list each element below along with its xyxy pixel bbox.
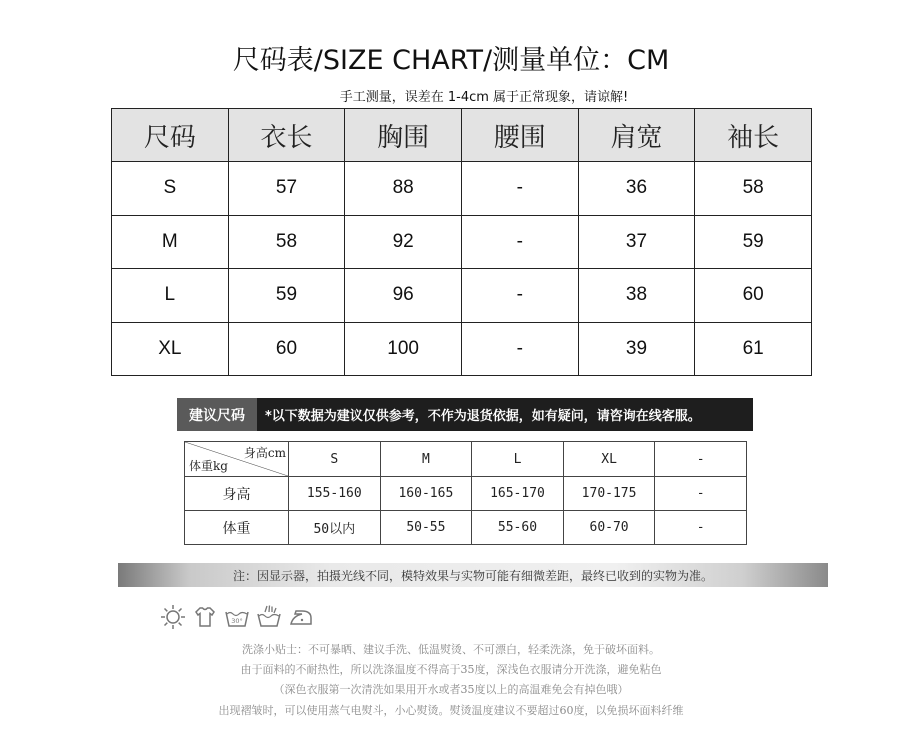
table-cell: 58 (695, 162, 812, 216)
column-header: M (380, 442, 472, 477)
table-row (185, 477, 747, 511)
table-row (112, 322, 812, 376)
table-cell: 92 (345, 215, 462, 269)
table-cell: 96 (345, 269, 462, 323)
care-tip-line: 洗涤小贴士：不可暴晒、建议手洗、低温熨烫、不可漂白，轻柔洗涤，免于破坏面料。 (242, 643, 660, 656)
table-cell: 170-175 (563, 477, 655, 511)
table-cell: 37 (578, 215, 695, 269)
table-cell: 61 (695, 322, 812, 376)
table-cell: 58 (228, 215, 345, 269)
table-cell: 36 (578, 162, 695, 216)
row-header: 体重 (185, 511, 289, 545)
table-cell: - (461, 322, 578, 376)
recommend-size-table (184, 441, 747, 545)
table-cell: 60 (228, 322, 345, 376)
height-axis-label: 身高cm (243, 446, 286, 460)
column-header: 尺码 (112, 109, 229, 162)
table-cell: 165-170 (472, 477, 564, 511)
table-cell: L (112, 269, 229, 323)
table-cell: 50以内 (289, 511, 381, 545)
table-cell: M (112, 215, 229, 269)
table-cell: - (655, 477, 747, 511)
column-header: 衣长 (228, 109, 345, 162)
row-header: 身高 (185, 477, 289, 511)
table-cell: 59 (695, 215, 812, 269)
hand-wash-icon (256, 604, 282, 630)
table-cell: 55-60 (472, 511, 564, 545)
table-cell: - (461, 215, 578, 269)
column-header: - (655, 442, 747, 477)
measurement-note: 手工测量，误差在 1-4cm 属于正常现象，请谅解! (339, 90, 629, 105)
table-cell: 59 (228, 269, 345, 323)
column-header: 腰围 (461, 109, 578, 162)
table-row (112, 269, 812, 323)
recommend-header-row (185, 442, 747, 477)
table-cell: - (461, 162, 578, 216)
size-chart-table (111, 108, 812, 376)
page-title: 尺码表/SIZE CHART/测量单位：CM (232, 45, 670, 76)
care-icons (160, 604, 314, 630)
table-cell: 57 (228, 162, 345, 216)
column-header: 袖长 (695, 109, 812, 162)
wash-30-icon (224, 604, 250, 630)
table-cell: 60-70 (563, 511, 655, 545)
table-cell: - (461, 269, 578, 323)
recommend-label: 建议尺码 (177, 398, 257, 431)
table-cell: S (112, 162, 229, 216)
table-cell: - (655, 511, 747, 545)
table-cell: 38 (578, 269, 695, 323)
column-header: 胸围 (345, 109, 462, 162)
table-cell: XL (112, 322, 229, 376)
table-row (112, 215, 812, 269)
column-header: XL (563, 442, 655, 477)
sun-icon (160, 604, 186, 630)
table-cell: 88 (345, 162, 462, 216)
table-cell: 100 (345, 322, 462, 376)
table-row (112, 162, 812, 216)
size-chart-header-row (112, 109, 812, 162)
weight-axis-label: 体重kg (189, 459, 228, 473)
recommend-banner (177, 398, 753, 431)
shirt-icon (192, 604, 218, 630)
disclaimer-text: 注：因显示器，拍摄光线不同，模特效果与实物可能有细微差距，最终已收到的实物为准。 (232, 568, 713, 583)
disclaimer-strip (118, 563, 828, 587)
table-row (185, 511, 747, 545)
wash-temp-label: 30° (231, 617, 243, 625)
column-header: S (289, 442, 381, 477)
table-cell: 160-165 (380, 477, 472, 511)
care-tip-line: 出现褶皱时，可以使用蒸气电熨斗，小心熨烫。熨烫温度建议不要超过60度，以免损坏面料纤维 (218, 704, 684, 717)
table-cell: 155-160 (289, 477, 381, 511)
column-header: 肩宽 (578, 109, 695, 162)
care-tip-line: （深色衣服第一次清洗如果用开水或者35度以上的高温难免会有掉色哦） (273, 683, 629, 696)
table-cell: 39 (578, 322, 695, 376)
table-cell: 60 (695, 269, 812, 323)
diagonal-header (185, 442, 288, 476)
corner-cell (185, 442, 289, 477)
care-tip-line: 由于面料的不耐热性，所以洗涤温度不得高于35度，深浅色衣服请分开洗涤，避免粘色 (240, 663, 662, 676)
table-cell: 50-55 (380, 511, 472, 545)
recommend-disclaimer: *以下数据为建议仅供参考，不作为退货依据，如有疑问，请咨询在线客服。 (265, 409, 701, 424)
iron-icon (288, 604, 314, 630)
column-header: L (472, 442, 564, 477)
